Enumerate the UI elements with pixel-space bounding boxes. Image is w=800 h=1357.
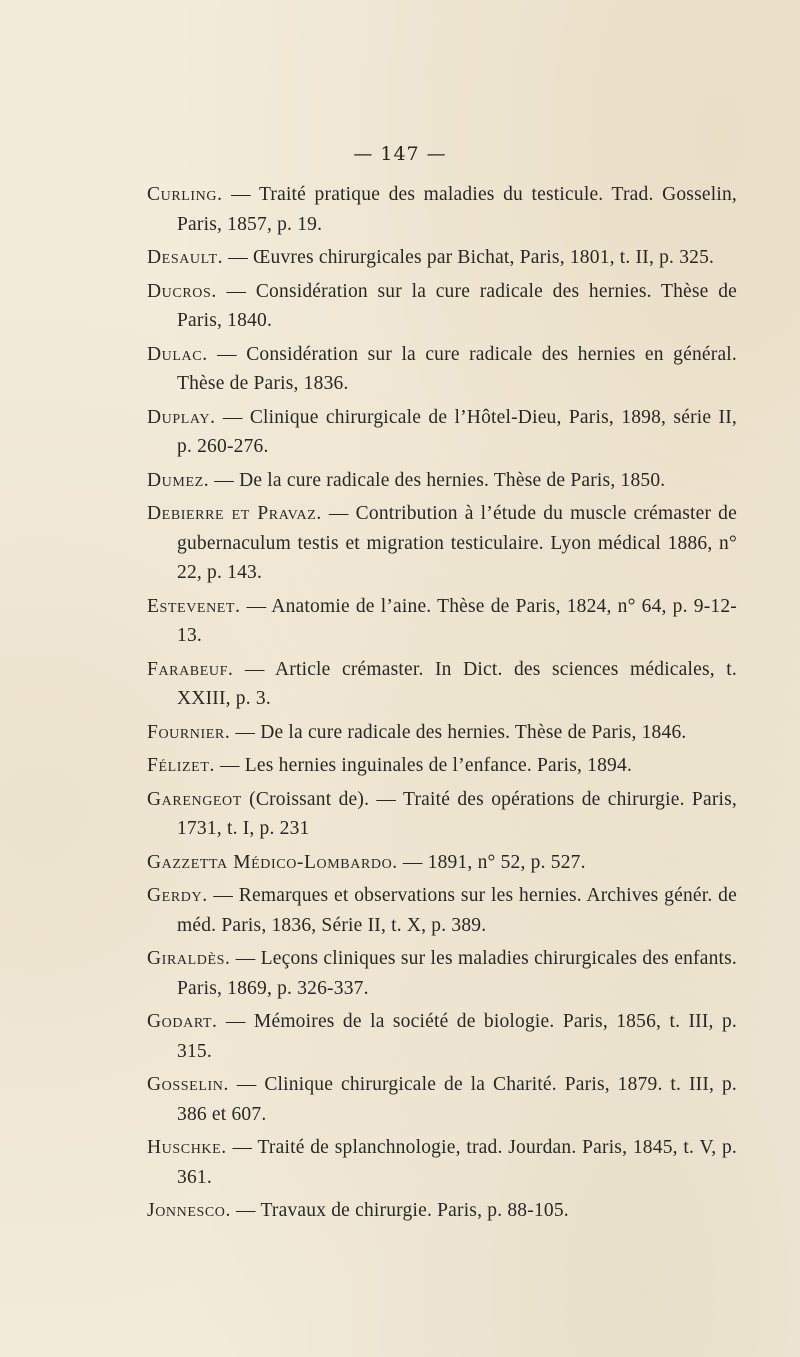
bibliography-entry xyxy=(147,718,737,748)
entry-text: — Anatomie de l’aine. Thèse de Paris, 1824, n° 64, p. 9-12-13. xyxy=(177,595,737,646)
bibliography-entry xyxy=(147,403,737,462)
entry-author: Desault. xyxy=(147,247,224,268)
entry-text: — Considération sur la cure radicale des hernies. Thèse de Paris, 1840. xyxy=(177,280,737,331)
entry-author: Fournier. xyxy=(147,721,231,743)
entry-author: Godart. xyxy=(147,1011,218,1032)
bibliography-entry xyxy=(147,277,737,336)
bibliography-entry xyxy=(147,881,737,940)
page-number: — 147 — xyxy=(353,143,447,165)
bibliography-entry xyxy=(147,848,737,878)
bibliography-entry xyxy=(147,785,737,844)
entry-text: — Leçons cliniques sur les maladies chirurgicales des enfants. Paris, 1869, p. 326-337. xyxy=(177,948,737,999)
entry-author: Dulac. xyxy=(147,343,208,365)
entry-text: — Considération sur la cure radicale des hernies en général. Thèse de Paris, 1836. xyxy=(177,343,737,394)
bibliography-entry xyxy=(147,1196,737,1226)
entry-text: — Remarques et observations sur les hernies. Archives génér. de méd. Paris, 1836, Série II, t. X, p. 389. xyxy=(177,885,737,936)
entry-author: Ducros. xyxy=(147,280,217,302)
entry-author: Félizet. xyxy=(147,755,215,776)
bibliography-entry xyxy=(147,466,737,496)
entry-text: — Clinique chirurgicale de l’Hôtel-Dieu, Paris, 1898, série II, p. 260-276. xyxy=(177,406,737,457)
bibliography-entry xyxy=(147,1133,737,1192)
bibliography-entry xyxy=(147,751,737,781)
bibliography-entry xyxy=(147,944,737,1003)
entry-author: Garengeot xyxy=(147,788,242,810)
entry-text: — 1891, n° 52, p. 527. xyxy=(397,851,586,873)
bibliography-entry xyxy=(147,1070,737,1129)
entry-text: — Contribution à l’étude du muscle crémaster de gubernaculum testis et migration testiculaire. Lyon médical 1886, n° 22, p. 143. xyxy=(177,503,737,583)
entry-text: — Article crémaster. In Dict. des sciences médicales, t. XXIII, p. 3. xyxy=(177,658,737,709)
entry-author: Huschke. xyxy=(147,1137,227,1158)
entry-author: Gerdy. xyxy=(147,885,208,906)
entry-author: Giraldès. xyxy=(147,948,231,969)
bibliography-list xyxy=(147,180,737,1230)
entry-text: — Clinique chirurgicale de la Charité. Paris, 1879. t. III, p. 386 et 607. xyxy=(177,1074,737,1125)
entry-text: (Croissant de). — Traité des opérations de chirurgie. Paris, 1731, t. I, p. 231 xyxy=(177,788,737,839)
entry-author: Estevenet. xyxy=(147,595,241,617)
entry-text: — Traité de splanchnologie, trad. Jourdan. Paris, 1845, t. V, p. 361. xyxy=(177,1137,737,1188)
bibliography-entry xyxy=(147,592,737,651)
entry-author: Gosselin. xyxy=(147,1074,229,1095)
entry-text: — De la cure radicale des hernies. Thèse de Paris, 1846. xyxy=(230,721,687,743)
entry-author: Farabeuf. xyxy=(147,658,234,680)
entry-author: Gazzetta Médico-Lombardo. xyxy=(147,851,398,873)
entry-author: Jonnesco. xyxy=(147,1200,231,1221)
bibliography-entry xyxy=(147,340,737,399)
bibliography-entry xyxy=(147,243,737,273)
entry-author: Duplay. xyxy=(147,406,216,428)
entry-author: Dumez. xyxy=(147,469,210,491)
bibliography-entry xyxy=(147,1007,737,1066)
entry-text: — Traité pratique des maladies du testicule. Trad. Gosselin, Paris, 1857, p. 19. xyxy=(177,184,737,235)
entry-text: — Les hernies inguinales de l’enfance. Paris, 1894. xyxy=(214,755,633,776)
entry-text: — De la cure radicale des hernies. Thèse de Paris, 1850. xyxy=(209,469,666,491)
entry-author: Curling. xyxy=(147,184,223,205)
entry-text: — Œuvres chirurgicales par Bichat, Paris, 1801, t. II, p. 325. xyxy=(223,247,715,268)
bibliography-entry xyxy=(147,499,737,588)
entry-text: — Mémoires de la société de biologie. Paris, 1856, t. III, p. 315. xyxy=(177,1011,737,1062)
bibliography-entry xyxy=(147,180,737,239)
entry-text: — Travaux de chirurgie. Paris, p. 88-105. xyxy=(230,1200,569,1221)
entry-author: Debierre et Pravaz. xyxy=(147,503,322,524)
bibliography-entry xyxy=(147,655,737,714)
